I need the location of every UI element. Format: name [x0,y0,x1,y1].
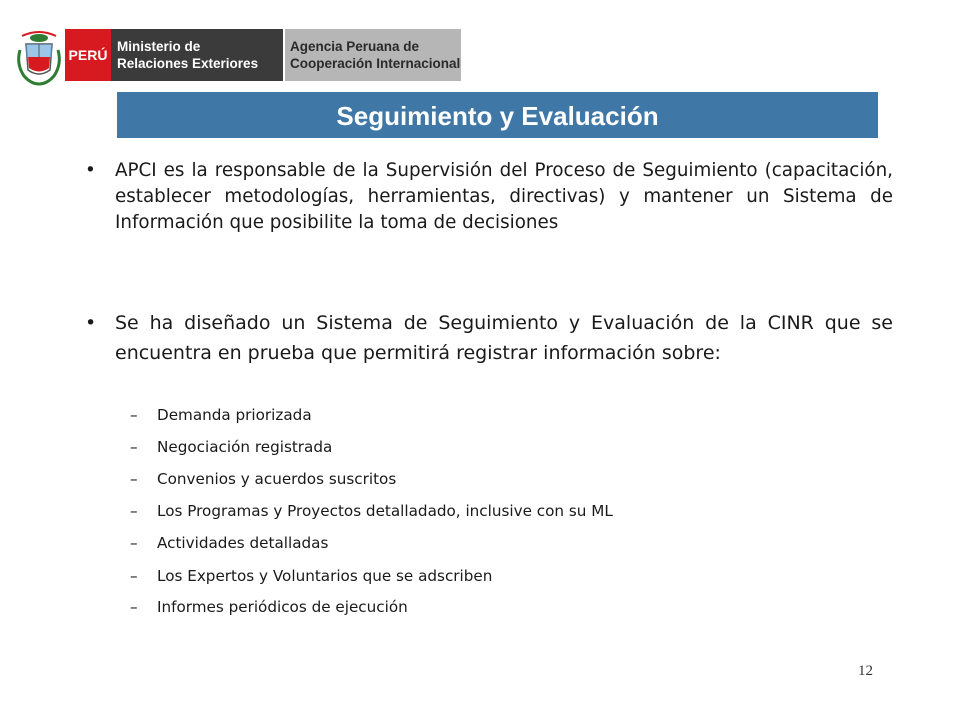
dash-marker: – [130,598,138,616]
dash-marker: – [130,470,138,488]
sub-item-text: Informes periódicos de ejecución [157,598,408,616]
dash-marker: – [130,534,138,552]
sub-item-text: Los Expertos y Voluntarios que se adscriben [157,567,493,585]
sub-item-text: Convenios y acuerdos suscritos [157,470,397,488]
sub-item [130,534,328,552]
bullet-text: APCI es la responsable de la Supervisión del Proceso de Seguimiento (capacitación, establecer metodologías, herramientas, directivas) y mantener un Sistema de Información que posibilite la toma de decisiones [115,160,893,233]
sub-item [130,438,332,456]
ministry-line-1: Ministerio de [117,39,201,54]
agency-logo [285,29,461,81]
sub-item-text: Los Programas y Proyectos detalladado, inclusive con su ML [157,502,613,520]
sub-item [130,598,408,616]
ministry-logo [111,29,283,81]
dash-marker: – [130,567,138,585]
bullet-item [85,308,893,368]
agency-line-2: Cooperación Internacional [290,56,461,71]
sub-item [130,567,492,585]
sub-item [130,406,312,424]
slide-title: Seguimiento y Evaluación [117,92,878,138]
ministry-line-2: Relaciones Exteriores [117,56,259,71]
sub-item-text: Negociación registrada [157,438,333,456]
dash-marker: – [130,502,138,520]
sub-item [130,470,396,488]
agency-line-1: Agencia Peruana de [290,39,420,54]
sub-item-text: Demanda priorizada [157,406,312,424]
sub-item-text: Actividades detalladas [157,534,329,552]
bullet-dot: • [85,312,97,334]
page-number: 12 [858,663,873,679]
dash-marker: – [130,406,138,424]
dash-marker: – [130,438,138,456]
sub-item [130,502,613,520]
peru-coat-of-arms-icon [14,30,64,86]
country-label: PERÚ [68,47,108,63]
bullet-dot: • [85,160,96,181]
peru-flag-logo [65,29,111,81]
bullet-item [85,158,893,236]
bullet-text: Se ha diseñado un Sistema de Seguimiento y Evaluación de la CINR que se encuentra en prueba que permitirá registrar información sobre: [115,312,893,364]
